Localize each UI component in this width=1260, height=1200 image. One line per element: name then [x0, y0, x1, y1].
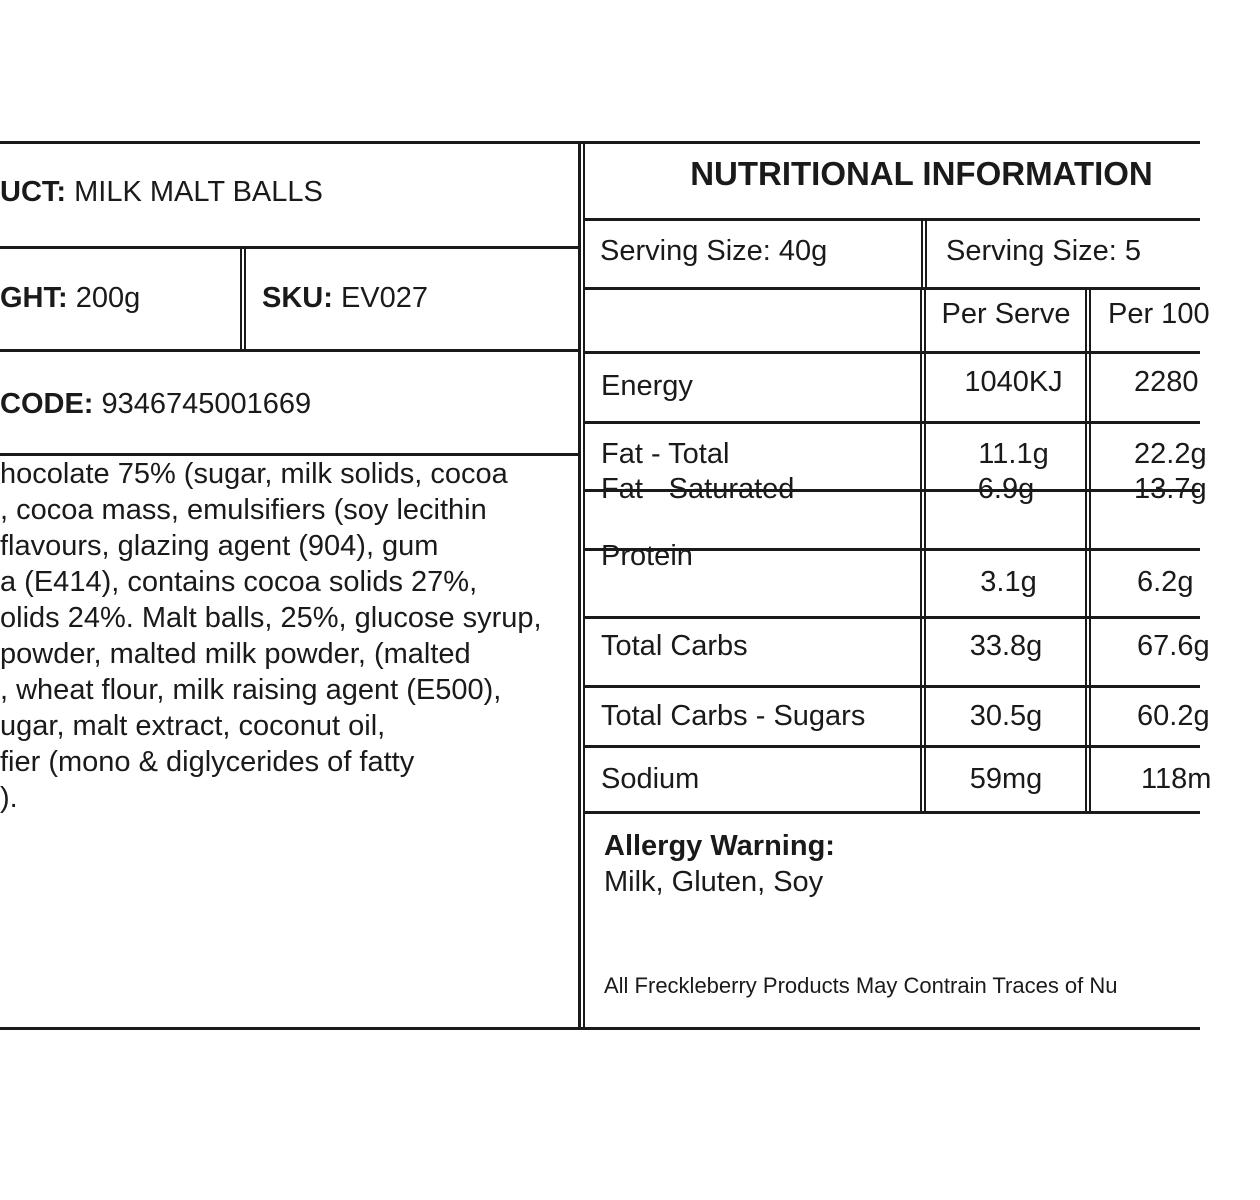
sku-field	[262, 284, 428, 313]
row-name-energy: Energy	[601, 370, 693, 402]
ingredients-line: olids 24%. Malt balls, 25%, glucose syrup,	[0, 602, 542, 634]
serving-col-divider-inner	[925, 218, 927, 290]
product-label: UCT:	[0, 176, 67, 208]
ingredients-line: , cocoa mass, emulsifiers (soy lecithin	[0, 494, 487, 526]
row-100-sugars: 60.2g	[1137, 700, 1210, 732]
barcode-field	[0, 390, 311, 419]
label-bottom-border	[0, 1027, 1200, 1030]
row-divider	[583, 745, 1200, 748]
left-divider-1	[0, 246, 580, 249]
ingredients-line: a (E414), contains cocoa solids 27%,	[0, 566, 478, 598]
label-top-border	[0, 141, 1200, 144]
left-divider-2	[0, 349, 580, 352]
allergy-text: Milk, Gluten, Soy	[604, 866, 824, 898]
nutrition-title: NUTRITIONAL INFORMATION	[690, 155, 1153, 192]
row-100-sodium: 118m	[1141, 763, 1212, 795]
row-serve-sugars: 30.5g	[969, 700, 1043, 732]
allergy-title: Allergy Warning:	[604, 830, 835, 862]
product-field	[0, 178, 323, 207]
row-name-sugars: Total Carbs - Sugars	[601, 700, 866, 732]
allergy-footnote: All Freckleberry Products May Contrain Traces of Nu	[604, 973, 1118, 998]
row-serve-total-carbs: 33.8g	[969, 630, 1043, 662]
weight-value: 200g	[67, 282, 141, 314]
row-100-total-carbs: 67.6g	[1137, 630, 1210, 662]
barcode-label: CODE:	[0, 388, 94, 420]
table-bottom-divider	[583, 811, 1200, 814]
row-serve-energy: 1040KJ	[964, 366, 1063, 398]
row-name-fat-saturated: Fat - Saturated	[601, 473, 795, 505]
row-serve-sodium: 59mg	[969, 763, 1043, 795]
name-col-divider	[920, 287, 922, 814]
serve-col-divider	[1085, 287, 1087, 814]
row-name-total-carbs: Total Carbs	[601, 630, 748, 662]
serve-col-divider-inner	[1089, 287, 1091, 814]
weight-sku-divider	[240, 246, 242, 351]
row-divider	[583, 421, 1200, 424]
row-divider	[583, 616, 1200, 619]
row-name-protein: Protein	[601, 540, 693, 572]
row-serve-fat-saturated: 6.9g	[977, 473, 1035, 505]
ingredients-line: ).	[0, 782, 18, 814]
col-header-per-100: Per 100	[1108, 298, 1210, 330]
servings-per-pack: Serving Size: 5	[946, 235, 1142, 267]
nutrition-title-divider	[583, 218, 1200, 221]
row-serve-fat-total: 11.1g	[978, 438, 1049, 470]
row-100-fat-saturated: 13.7g	[1134, 473, 1207, 505]
center-divider-inner	[583, 141, 585, 1030]
row-100-fat-total: 22.2g	[1134, 438, 1207, 470]
row-serve-protein: 3.1g	[980, 566, 1037, 598]
weight-field	[0, 284, 140, 313]
row-name-sodium: Sodium	[601, 763, 700, 795]
row-name-fat-total: Fat - Total	[601, 438, 730, 470]
serving-col-divider	[921, 218, 923, 290]
ingredients-line: , wheat flour, milk raising agent (E500),	[0, 674, 502, 706]
left-divider-3	[0, 453, 580, 456]
row-100-protein: 6.2g	[1137, 566, 1194, 598]
ingredients-line: flavours, glazing agent (904), gum	[0, 530, 439, 562]
name-col-divider-inner	[924, 287, 926, 814]
barcode-value: 9346745001669	[93, 388, 312, 420]
ingredients-line: ugar, malt extract, coconut oil,	[0, 710, 386, 742]
serving-divider	[583, 287, 1200, 290]
col-header-per-serve: Per Serve	[941, 298, 1071, 330]
ingredients-line: hocolate 75% (sugar, milk solids, cocoa	[0, 458, 508, 490]
row-100-energy: 2280	[1134, 366, 1199, 398]
header-divider	[583, 351, 1200, 354]
ingredients-line: fier (mono & diglycerides of fatty	[0, 746, 415, 778]
sku-value: EV027	[332, 282, 429, 314]
weight-label: GHT:	[0, 282, 68, 314]
weight-sku-divider-inner	[244, 246, 246, 351]
ingredients-line: powder, malted milk powder, (malted	[0, 638, 471, 670]
serving-size: Serving Size: 40g	[600, 235, 828, 267]
product-value: MILK MALT BALLS	[66, 176, 323, 208]
ingredients-text	[0, 460, 575, 820]
sku-label: SKU:	[262, 282, 333, 314]
row-divider	[583, 685, 1200, 688]
center-divider	[578, 141, 581, 1030]
